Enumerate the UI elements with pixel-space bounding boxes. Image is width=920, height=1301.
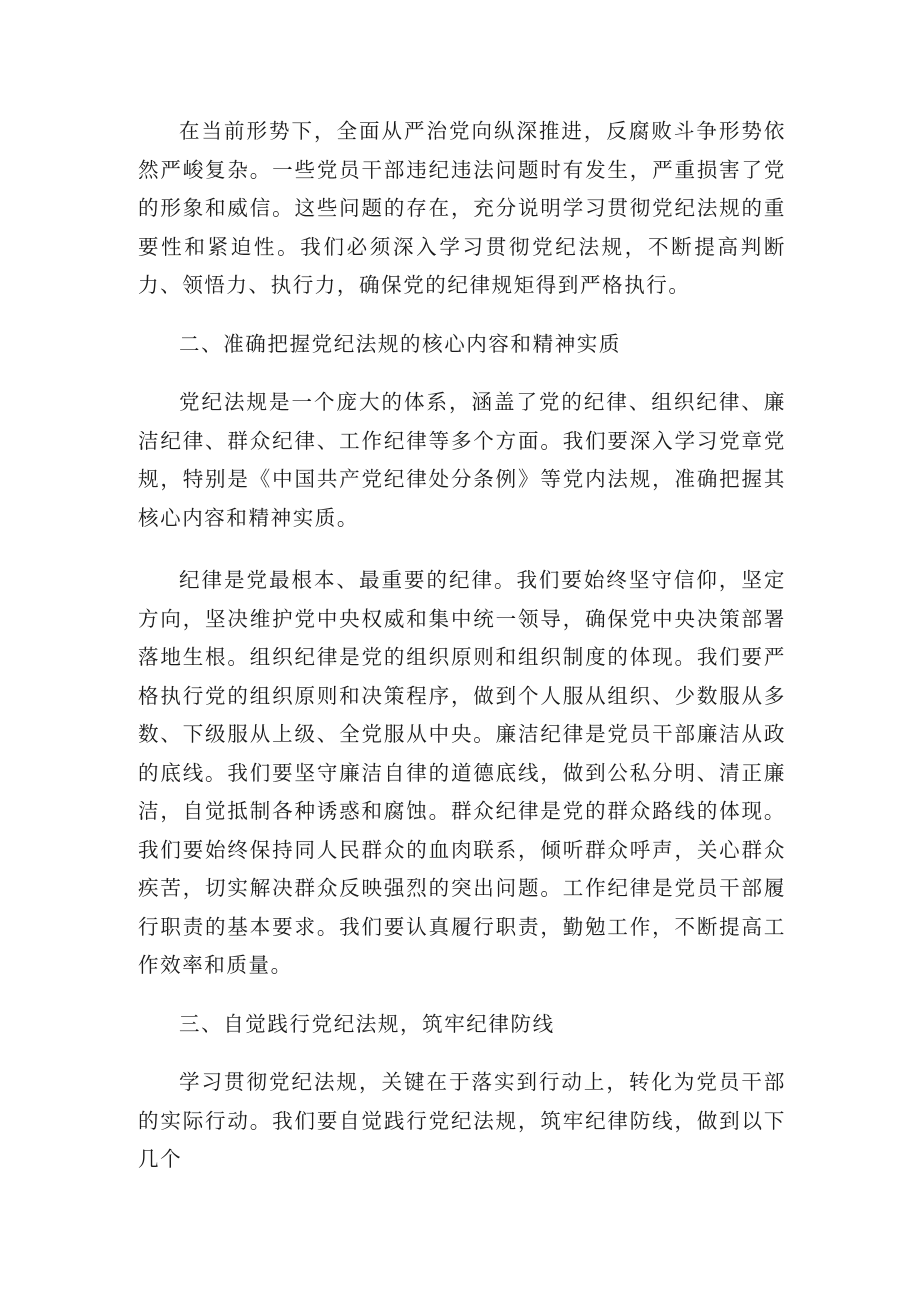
section-heading-2: 二、准确把握党纪法规的核心内容和精神实质 bbox=[179, 331, 621, 356]
paragraph-discipline-details: 纪律是党最根本、最重要的纪律。我们要始终坚守信仰，坚定方向，坚决维护党中央权威和集中统一领导，确保党中央决策部署落地生根。组织纪律是党的组织原则和组织制度的体现。我们要严格执行党的组织原则和决策程序，做到个人服从组织、少数服从多数、下级服从上级、全党服从中央。廉洁纪律是党员干部廉洁从政的底线。我们要坚守廉洁自律的道德底线，做到公私分明、清正廉洁，自觉抵制各种诱惑和腐蚀。群众纪律是党的群众路线的体现。我们要始终保持同人民群众的血肉联系，倾听群众呼声，关心群众疾苦，切实解决群众反映强烈的突出问题。工作纪律是党员干部履行职责的基本要求。我们要认真履行职责，勤勉工作，不断提高工作效率和质量。 bbox=[138, 568, 786, 977]
paragraph-practice: 学习贯彻党纪法规，关键在于落实到行动上，转化为党员干部的实际行动。我们要自觉践行党纪法规，筑牢纪律防线，做到以下几个 bbox=[138, 1070, 786, 1171]
section-heading-3: 三、自觉践行党纪法规，筑牢纪律防线 bbox=[179, 1011, 555, 1036]
document-body bbox=[138, 112, 786, 1179]
paragraph-system-overview: 党纪法规是一个庞大的体系，涵盖了党的纪律、组织纪律、廉洁纪律、群众纪律、工作纪律等多个方面。我们要深入学习党章党规，特别是《中国共产党纪律处分条例》等党内法规，准确把握其核心内容和精神实质。 bbox=[138, 390, 786, 530]
paragraph-intro: 在当前形势下，全面从严治党向纵深推进，反腐败斗争形势依然严峻复杂。一些党员干部违纪违法问题时有发生，严重损害了党的形象和威信。这些问题的存在，充分说明学习贯彻党纪法规的重要性和紧迫性。我们必须深入学习贯彻党纪法规，不断提高判断力、领悟力、执行力，确保党的纪律规矩得到严格执行。 bbox=[138, 119, 786, 297]
